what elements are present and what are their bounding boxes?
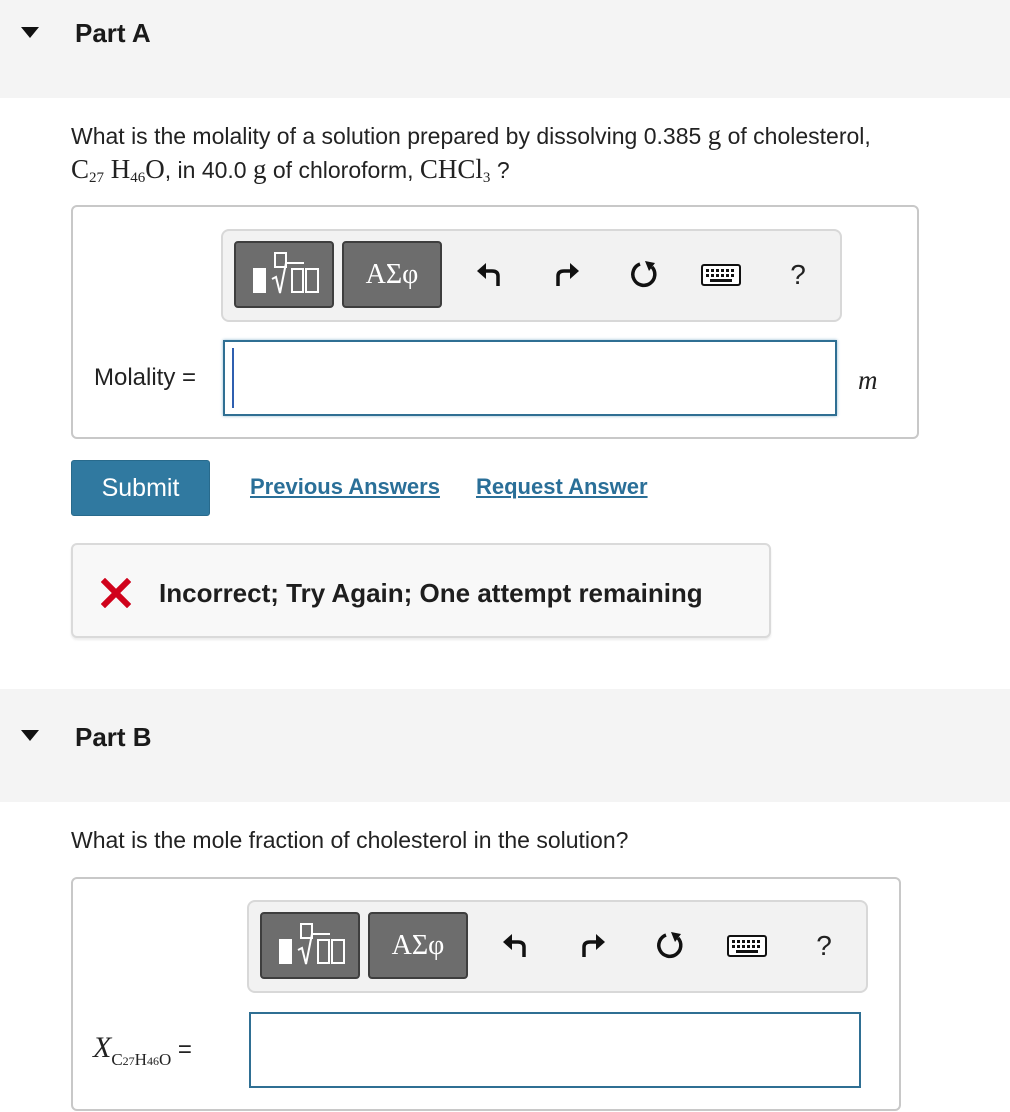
templates-icon (236, 243, 332, 306)
collapse-triangle-icon[interactable] (21, 27, 39, 38)
part-b-title: Part B (75, 722, 152, 752)
text-caret (232, 348, 234, 408)
keyboard-icon[interactable] (697, 247, 745, 303)
keyboard-icon[interactable] (723, 918, 771, 974)
reset-icon[interactable] (647, 918, 691, 974)
feedback-message (71, 543, 771, 638)
templates-button[interactable] (234, 241, 334, 308)
templates-button[interactable] (260, 912, 360, 979)
greek-symbols-button[interactable]: ΑΣφ (368, 912, 468, 979)
help-button[interactable]: ? (816, 930, 832, 961)
part-a-answer-box (71, 205, 919, 439)
mole-fraction-input[interactable] (249, 1012, 861, 1088)
submit-button[interactable]: Submit (71, 460, 210, 516)
math-toolbar (247, 900, 868, 993)
mole-fraction-label: $X_{C27H46O}$ = (93, 1031, 192, 1069)
part-a-title: Part A (75, 18, 151, 48)
undo-icon[interactable] (467, 247, 511, 303)
reset-icon[interactable] (621, 247, 665, 303)
molality-input[interactable] (223, 340, 837, 416)
error-x-icon (101, 578, 131, 608)
undo-icon[interactable] (493, 918, 537, 974)
math-toolbar (221, 229, 842, 322)
part-b-question: What is the mole fraction of cholesterol in the solution? (71, 827, 629, 853)
part-a-header[interactable] (0, 0, 1010, 98)
part-b-answer-box (71, 877, 901, 1111)
templates-icon (262, 914, 358, 977)
part-a-question: What is the molality of a solution prepared by dissolving 0.385 g of cholesterol, $C_{27}$ $H_{46}O$, in 40.0 g of chloroform, CHCl$_3$ ? (71, 120, 871, 186)
greek-symbols-button[interactable]: ΑΣφ (342, 241, 442, 308)
previous-answers-link[interactable]: Previous Answers (250, 474, 440, 499)
unit-label: m (858, 365, 878, 395)
feedback-text: Incorrect; Try Again; One attempt remaining (159, 578, 703, 608)
part-b-header[interactable] (0, 689, 1010, 802)
help-button[interactable]: ? (790, 259, 806, 290)
request-answer-link[interactable]: Request Answer (476, 474, 648, 499)
molality-label: Molality = (94, 364, 197, 391)
redo-icon[interactable] (545, 247, 589, 303)
collapse-triangle-icon[interactable] (21, 730, 39, 741)
redo-icon[interactable] (571, 918, 615, 974)
